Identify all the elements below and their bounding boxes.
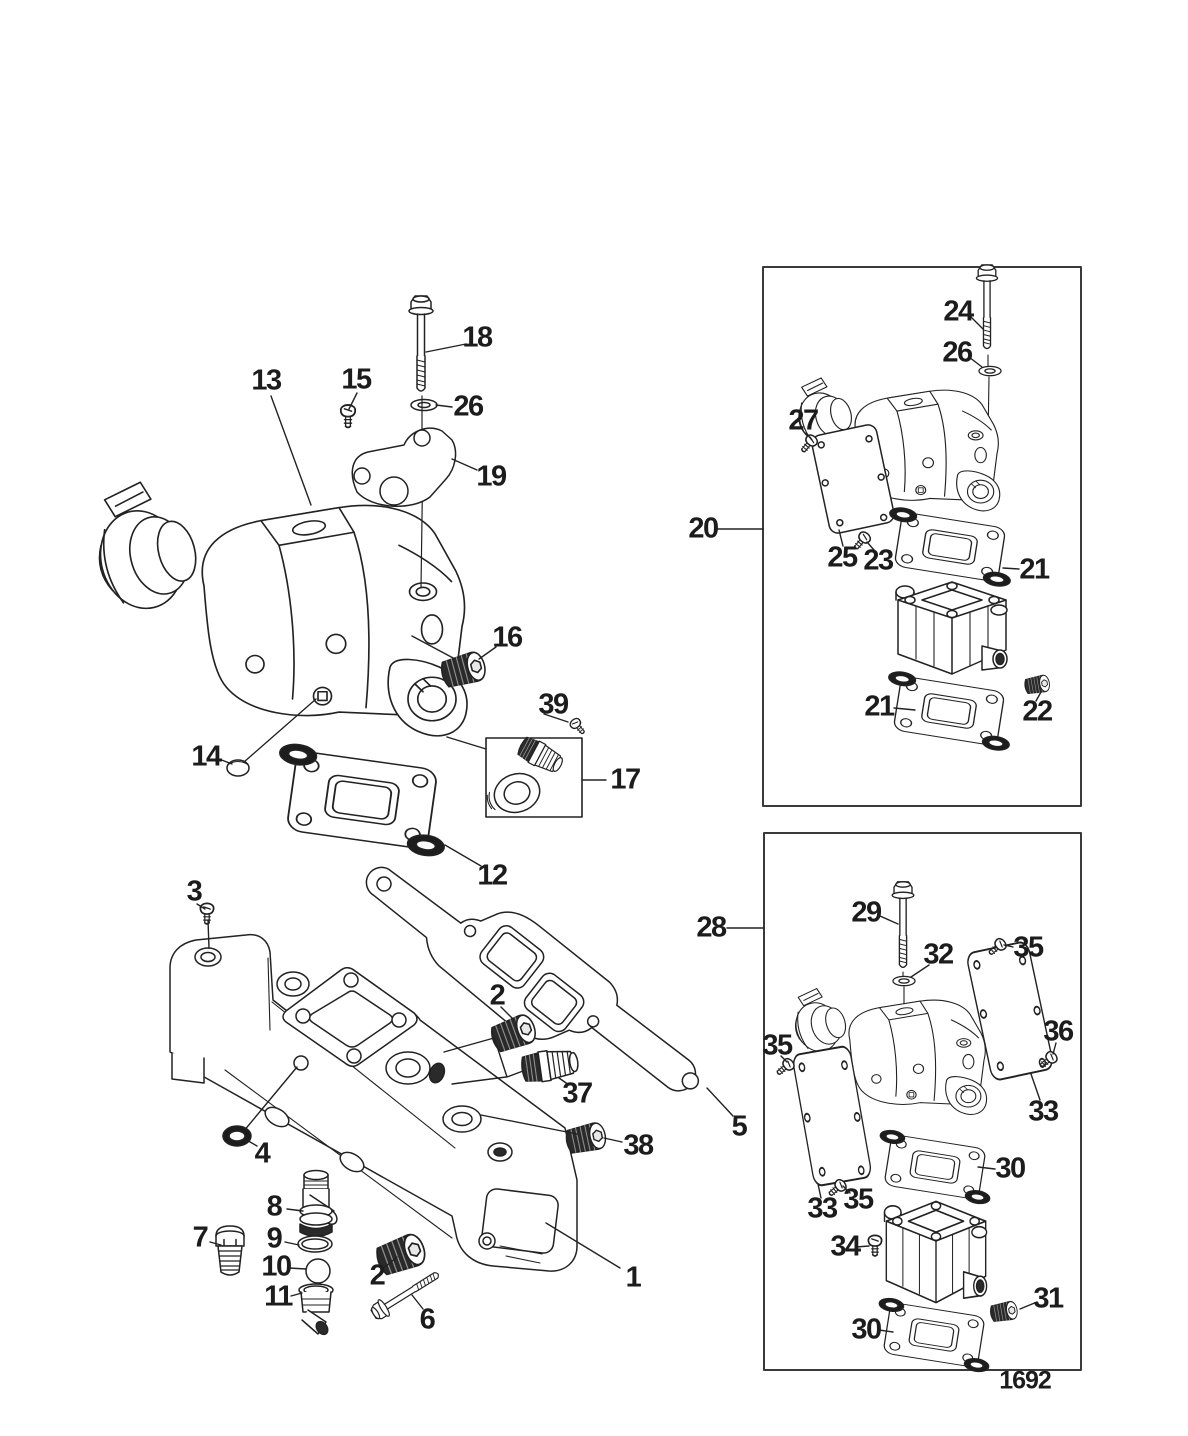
callout-35-bottom: 35 (843, 1183, 873, 1216)
callout-33-left: 33 (807, 1192, 837, 1225)
callout-30-lower: 30 (851, 1313, 881, 1346)
callout-9: 9 (266, 1222, 282, 1255)
callout-30-upper: 30 (995, 1152, 1025, 1185)
callout-11: 11 (264, 1280, 292, 1313)
callout-35-left: 35 (762, 1029, 792, 1062)
callout-1: 1 (625, 1261, 641, 1294)
callout-21-lower: 21 (864, 690, 894, 723)
callout-5: 5 (731, 1110, 747, 1143)
callout-14: 14 (191, 740, 221, 773)
callout-22: 22 (1022, 695, 1052, 728)
main-assembly-drawing (82, 296, 726, 1337)
callout-23: 23 (863, 544, 893, 577)
callout-3: 3 (186, 875, 202, 908)
callout-27: 27 (788, 404, 818, 437)
callout-26-inset: 26 (942, 336, 972, 369)
callout-26-main: 26 (453, 390, 483, 423)
callout-4: 4 (254, 1137, 270, 1170)
callout-15: 15 (341, 363, 371, 396)
callout-38: 38 (623, 1129, 653, 1162)
callout-34: 34 (830, 1230, 860, 1263)
callout-21-upper: 21 (1019, 553, 1049, 586)
callout-12: 12 (477, 859, 507, 892)
callout-7: 7 (192, 1221, 208, 1254)
callout-20: 20 (688, 512, 718, 545)
callout-10: 10 (261, 1250, 291, 1283)
callout-17: 17 (610, 763, 640, 796)
callout-35-top: 35 (1013, 931, 1043, 964)
callout-13: 13 (251, 364, 281, 397)
callout-18: 18 (462, 321, 492, 354)
callout-36: 36 (1043, 1015, 1073, 1048)
callout-19: 19 (476, 460, 506, 493)
callout-29: 29 (851, 896, 881, 929)
callout-6: 6 (419, 1303, 435, 1336)
callout-33-right: 33 (1028, 1095, 1058, 1128)
callout-16: 16 (492, 621, 522, 654)
callout-39: 39 (538, 688, 568, 721)
callout-8: 8 (266, 1190, 282, 1223)
callout-24: 24 (943, 295, 973, 328)
callout-31: 31 (1033, 1282, 1063, 1315)
drawing-number: 1692 (999, 1366, 1051, 1395)
callout-25: 25 (827, 541, 857, 574)
callout-28: 28 (696, 911, 726, 944)
callout-37: 37 (562, 1077, 592, 1110)
callout-32: 32 (923, 938, 953, 971)
callout-2-lower: 2 (369, 1259, 385, 1292)
callout-2-upper: 2 (489, 979, 505, 1012)
